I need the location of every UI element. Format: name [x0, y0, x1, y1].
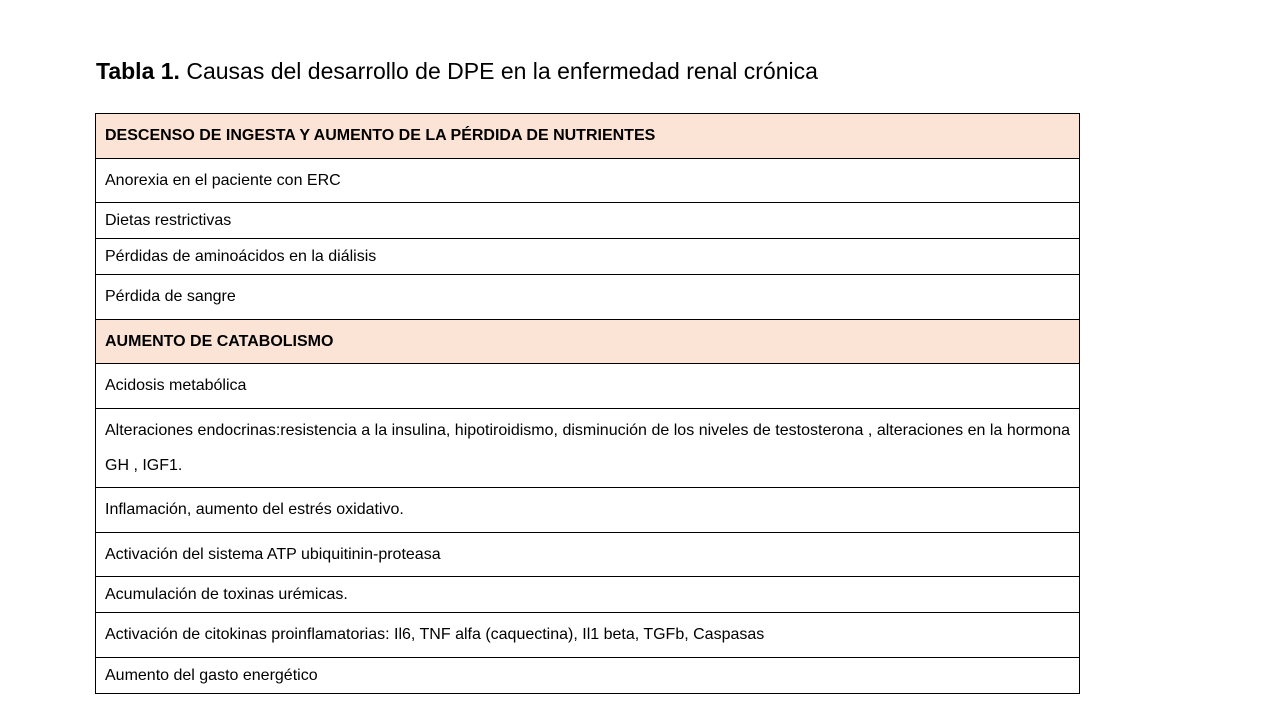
table-row	[96, 613, 1080, 658]
table-cell: Acumulación de toxinas urémicas.	[96, 577, 1080, 613]
table-row	[96, 577, 1080, 613]
table-row	[96, 658, 1080, 694]
table-row	[96, 159, 1080, 203]
table-cell: Alteraciones endocrinas:resistencia a la insulina, hipotiroidismo, disminución de los niveles de testosterona , alteraciones en la hormona GH , IGF1.	[96, 409, 1080, 488]
table-row	[96, 364, 1080, 409]
section-header-row	[96, 320, 1080, 364]
table-caption	[96, 56, 818, 86]
table-cell: Activación del sistema ATP ubiquitinin-proteasa	[96, 533, 1080, 577]
table-cell: Activación de citokinas proinflamatorias: Il6, TNF alfa (caquectina), Il1 beta, TGFb, Caspasas	[96, 613, 1080, 658]
table-row	[96, 203, 1080, 239]
table-cell: Pérdidas de aminoácidos en la diálisis	[96, 239, 1080, 275]
table-row	[96, 409, 1080, 488]
section-header-row	[96, 114, 1080, 159]
table-caption-text: Causas del desarrollo de DPE en la enfermedad renal crónica	[186, 58, 818, 84]
table-row	[96, 275, 1080, 320]
table-cell: Dietas restrictivas	[96, 203, 1080, 239]
table-row	[96, 533, 1080, 577]
section-heading: AUMENTO DE CATABOLISMO	[96, 320, 1080, 364]
table-cell: Aumento del gasto energético	[96, 658, 1080, 694]
table-row	[96, 488, 1080, 533]
table-row	[96, 239, 1080, 275]
table-cell: Pérdida de sangre	[96, 275, 1080, 320]
table-cell: Anorexia en el paciente con ERC	[96, 159, 1080, 203]
table-cell: Acidosis metabólica	[96, 364, 1080, 409]
causes-table	[95, 113, 1080, 694]
section-heading: DESCENSO DE INGESTA Y AUMENTO DE LA PÉRDIDA DE NUTRIENTES	[96, 114, 1080, 159]
table-cell: Inflamación, aumento del estrés oxidativo.	[96, 488, 1080, 533]
table-caption-label: Tabla 1.	[96, 58, 180, 84]
